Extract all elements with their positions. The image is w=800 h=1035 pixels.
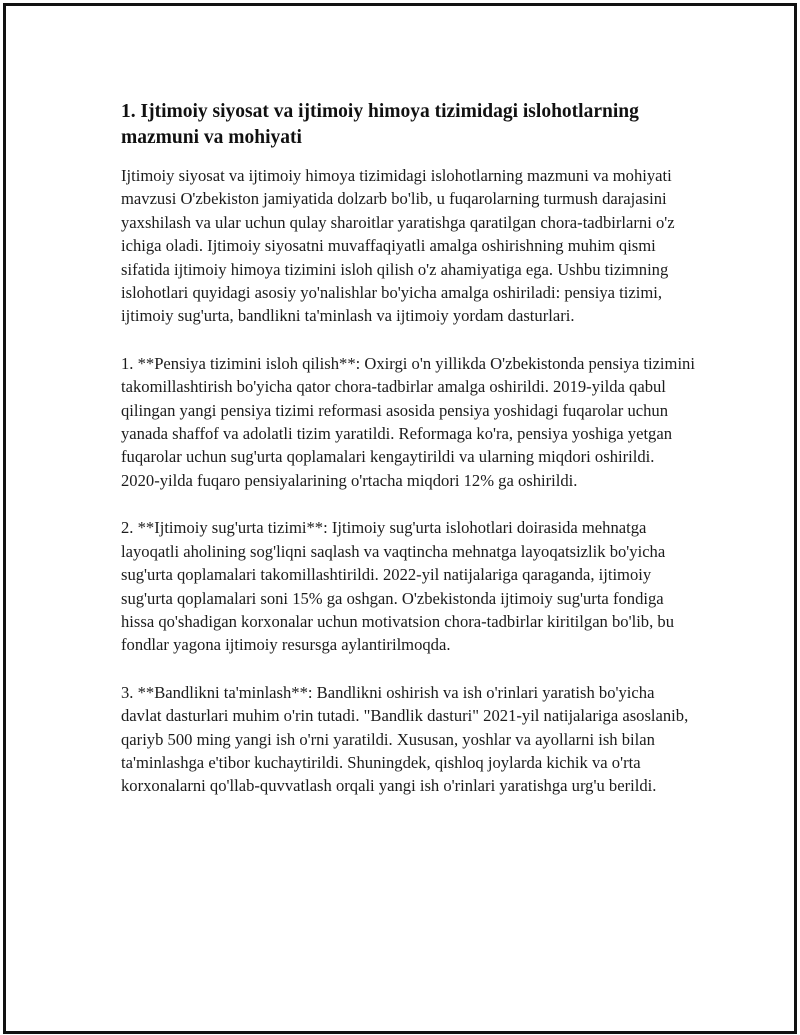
page-frame xyxy=(3,3,797,1034)
document-body xyxy=(121,99,696,822)
document-title: 1. Ijtimoiy siyosat va ijtimoiy himoya tizimidagi islohotlarning mazmuni va mohiyati xyxy=(121,101,639,148)
employment-paragraph: 3. **Bandlikni ta'minlash**: Bandlikni oshirish va ish o'rinlari yaratish bo'yicha davlat dasturlari muhim o'rin tutadi. "Bandlik dasturi" 2021-yil natijalariga asoslanib, qariyb 500 ming yangi ish o'rni yaratildi. Xususan, yoshlar va ayollarni ish bilan ta'minlashga e'tibor kuchaytirildi. Shuningdek, qishloq joylarda kichik va o'rta korxonalarni qo'llab-quvvatlash orqali yangi ish o'rinlari yaratishga urg'u berildi. xyxy=(121,682,689,796)
intro-paragraph: Ijtimoiy siyosat va ijtimoiy himoya tizimidagi islohotlarning mazmuni va mohiyati mavzusi O'zbekiston jamiyatida dolzarb bo'lib, u fuqarolarning turmush darajasini yaxshilash va ular uchun qulay sharoitlar yaratishga qaratilgan chora-tadbirlarni o'z ichiga oladi. Ijtimoiy siyosatni muvaffaqiyatli amalga oshirishning muhim qismi sifatida ijtimoiy himoya tizimini isloh qilish o'z ahamiyatiga ega. Ushbu tizimning islohotlari quyidagi asosiy yo'nalishlar bo'yicha amalga oshiriladi: pensiya tizimi, ijtimoiy sug'urta, bandlikni ta'minlash va ijtimoiy yordam dasturlari. xyxy=(121,166,675,326)
pension-reform-paragraph: 1. **Pensiya tizimini isloh qilish**: Oxirgi o'n yillikda O'zbekistonda pensiya tizimini takomillashtirish bo'yicha qator chora-tadbirlar amalga oshirildi. 2019-yilda qabul qilingan yangi pensiya tizimi reformasi asosida pensiya yoshidagi fuqarolar uchun yanada shaffof va adolatli tizim yaratildi. Reformaga ko'ra, pensiya yoshiga yetgan fuqarolar uchun sug'urta qoplamalari kengaytirildi va ularning miqdori oshirildi. 2020-yilda fuqaro pensiyalarining o'rtacha miqdori 12% ga oshirildi. xyxy=(121,353,695,490)
social-insurance-paragraph: 2. **Ijtimoiy sug'urta tizimi**: Ijtimoiy sug'urta islohotlari doirasida mehnatga layoqatli aholining sog'liqni saqlash va vaqtincha mehnatga layoqatsizlik bo'yicha sug'urta qoplamalari takomillashtirildi. 2022-yil natijalariga qaraganda, ijtimoiy sug'urta qoplamalari soni 15% ga oshgan. O'zbekistonda ijtimoiy sug'urta fondiga hissa qo'shadigan korxonalar uchun motivatsion chora-tadbirlar kiritilgan bo'lib, bu fondlar yagona ijtimoiy resursga aylantirilmoqda. xyxy=(121,518,674,655)
